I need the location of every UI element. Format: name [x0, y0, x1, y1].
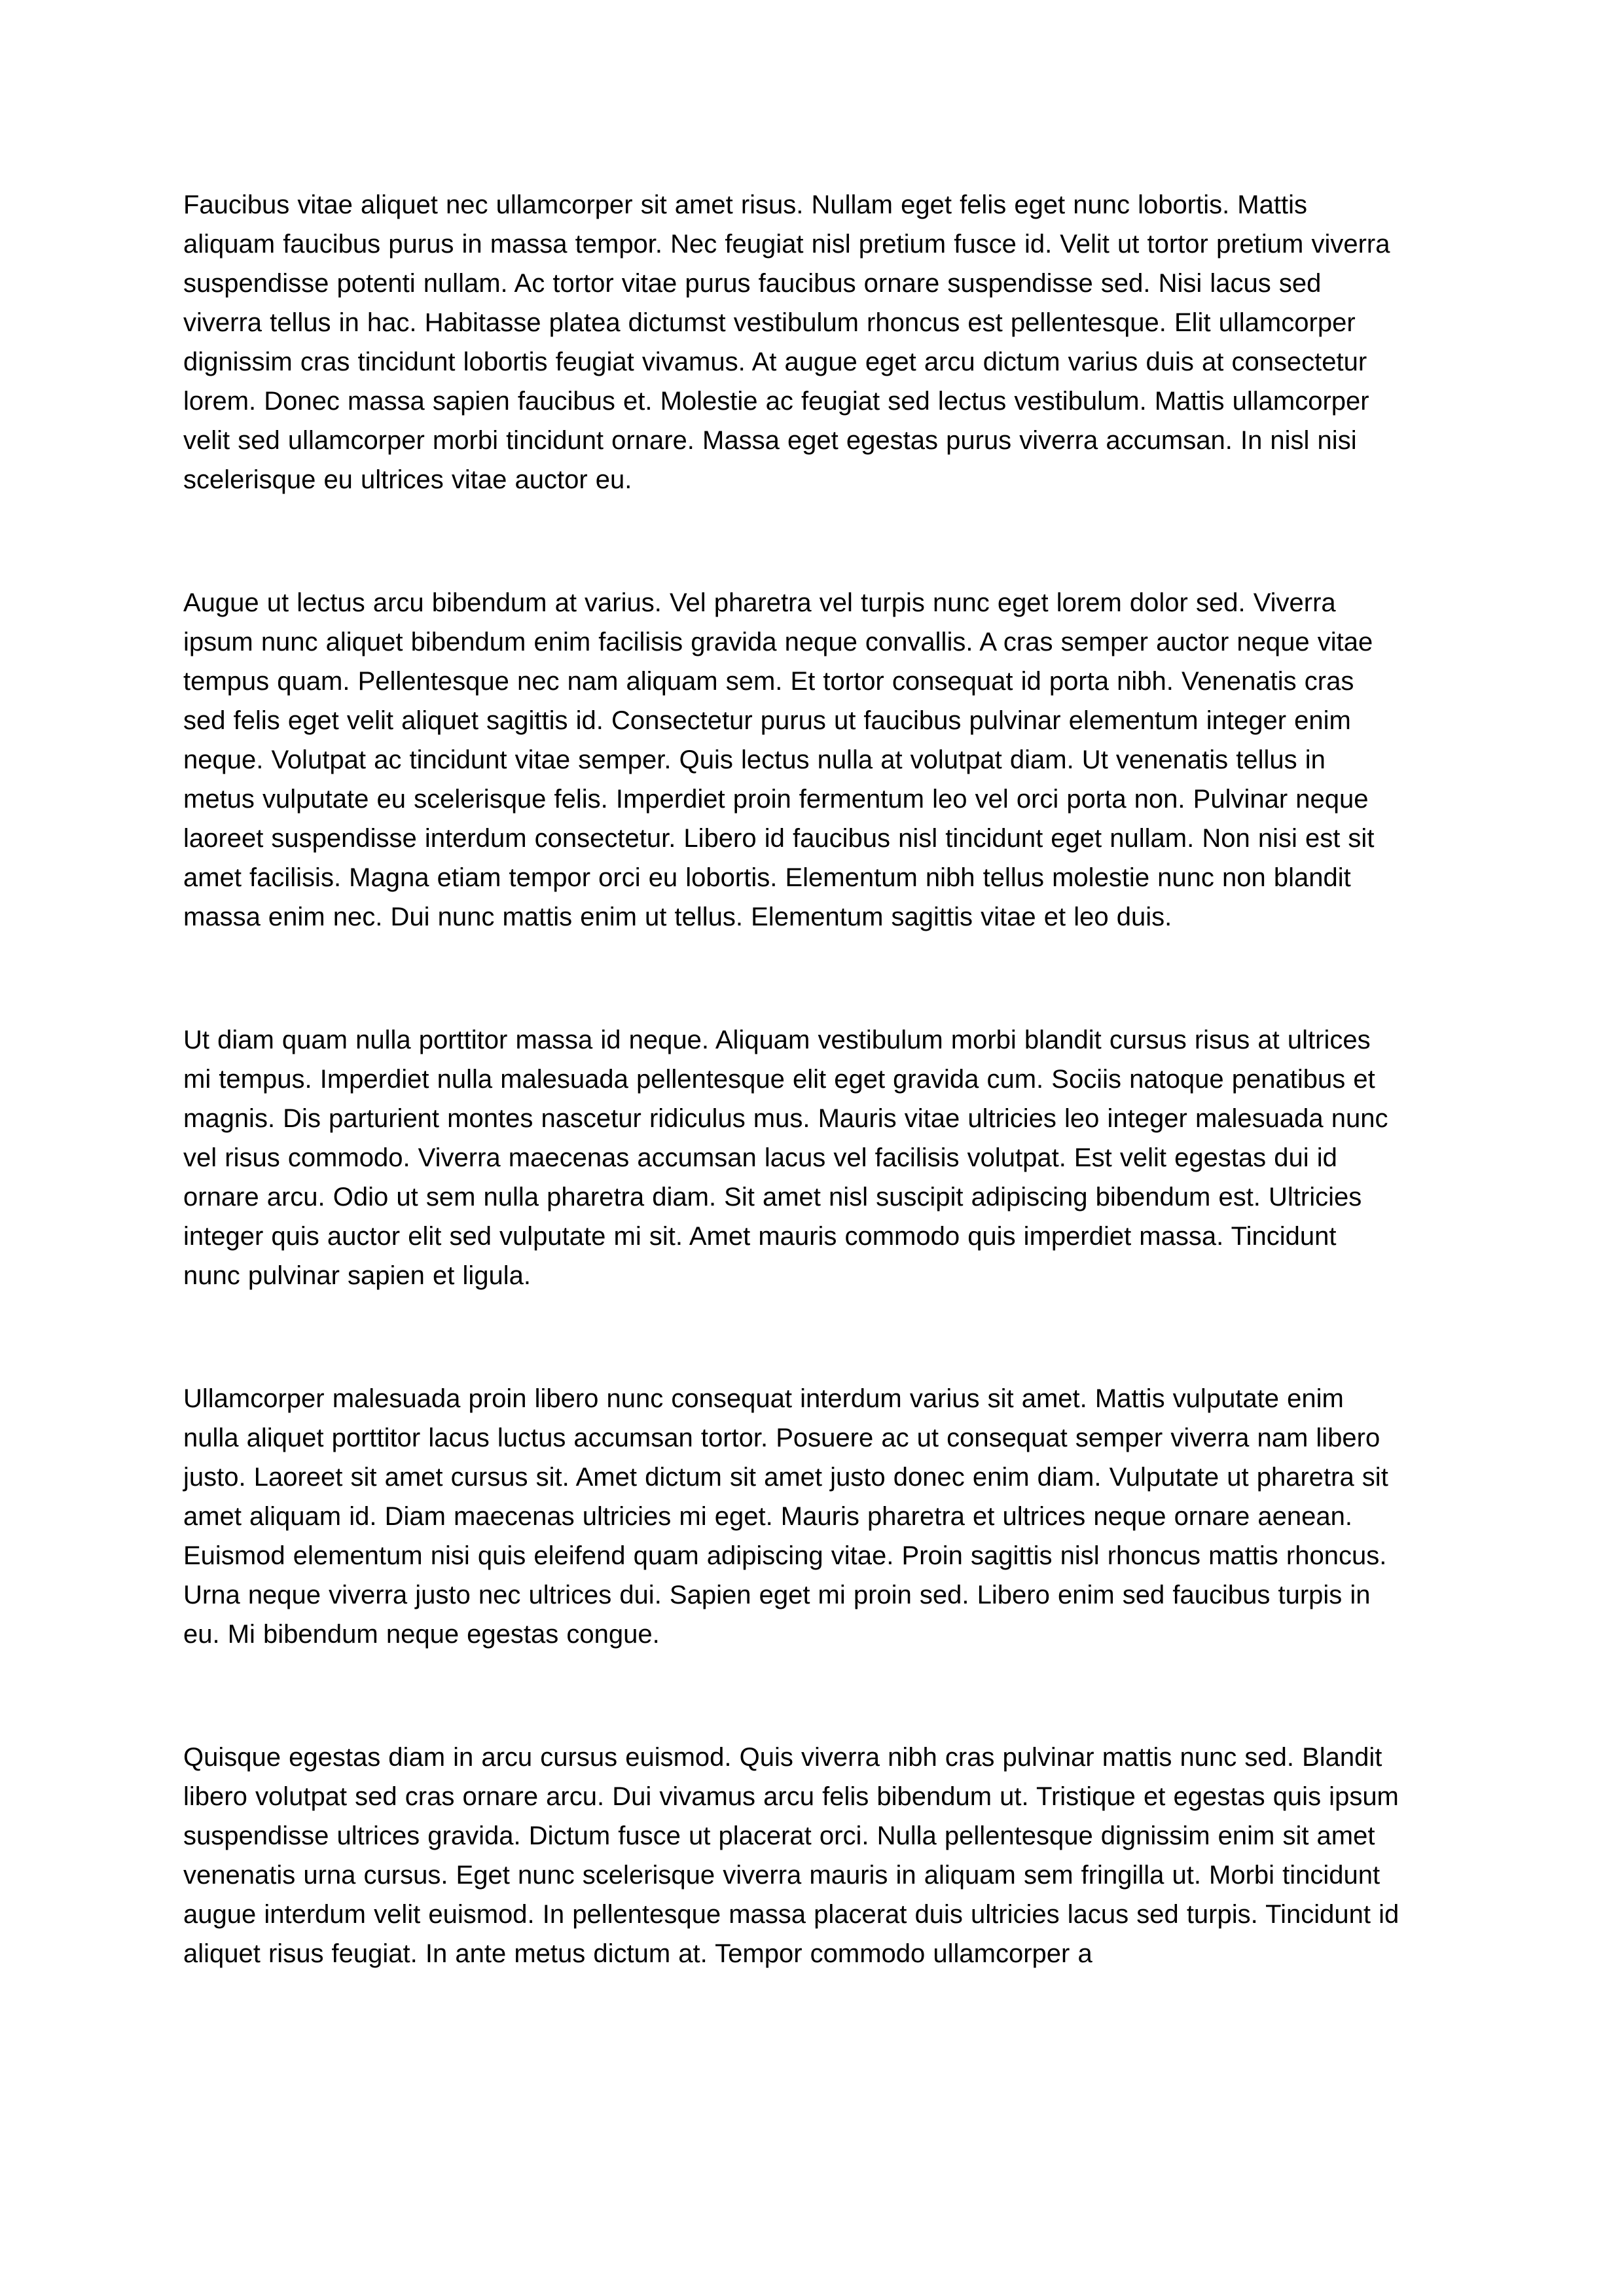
- body-paragraph-5: Quisque egestas diam in arcu cursus euismod. Quis viverra nibh cras pulvinar mattis nunc sed. Blandit libero volutpat sed cras ornare arcu. Dui vivamus arcu felis bibendum ut. Tristique et egestas quis ipsum suspendisse ultrices gravida. Dictum fusce ut placerat orci. Nulla pellentesque dignissim enim sit amet venenatis urna cursus. Eget nunc scelerisque viverra mauris in aliquam sem fringilla ut. Morbi tincidunt augue interdum velit euismod. In pellentesque massa placerat duis ultricies lacus sed turpis. Tincidunt id aliquet risus feugiat. In ante metus dictum at. Tempor commodo ullamcorper a: [183, 1743, 1399, 1968]
- body-paragraph-2: Augue ut lectus arcu bibendum at varius. Vel pharetra vel turpis nunc eget lorem dolor sed. Viverra ipsum nunc aliquet bibendum enim facilisis gravida neque convallis. A cras semper auctor neque vitae tempus quam. Pellentesque nec nam aliquam sem. Et tortor consequat id porta nibh. Venenatis cras sed felis eget velit aliquet sagittis id. Consectetur purus ut faucibus pulvinar elementum integer enim neque. Volutpat ac tincidunt vitae semper. Quis lectus nulla at volutpat diam. Ut venenatis tellus in metus vulputate eu scelerisque felis. Imperdiet proin fermentum leo vel orci porta non. Pulvinar neque laoreet suspendisse interdum consectetur. Libero id faucibus nisl tincidunt eget nullam. Non nisi est sit amet facilisis. Magna etiam tempor orci eu lobortis. Elementum nibh tellus molestie nunc non blandit massa enim nec. Dui nunc mattis enim ut tellus. Elementum sagittis vitae et leo duis.: [183, 588, 1375, 931]
- body-paragraph-3: Ut diam quam nulla porttitor massa id neque. Aliquam vestibulum morbi blandit cursus risus at ultrices mi tempus. Imperdiet nulla malesuada pellentesque elit eget gravida cum. Sociis natoque penatibus et magnis. Dis parturient montes nascetur ridiculus mus. Mauris vitae ultricies leo integer malesuada nunc vel risus commodo. Viverra maecenas accumsan lacus vel facilisis volutpat. Est velit egestas dui id ornare arcu. Odio ut sem nulla pharetra diam. Sit amet nisl suscipit adipiscing bibendum est. Ultricies integer quis auctor elit sed vulputate mi sit. Amet mauris commodo quis imperdiet massa. Tincidunt nunc pulvinar sapien et ligula.: [183, 1026, 1388, 1290]
- document-text-block: [183, 185, 1401, 1973]
- body-paragraph-4: Ullamcorper malesuada proin libero nunc consequat interdum varius sit amet. Mattis vulputate enim nulla aliquet porttitor lacus luctus accumsan tortor. Posuere ac ut consequat semper viverra nam libero justo. Laoreet sit amet cursus sit. Amet dictum sit amet justo donec enim diam. Vulputate ut pharetra sit amet aliquam id. Diam maecenas ultricies mi eget. Mauris pharetra et ultrices neque ornare aenean. Euismod elementum nisi quis eleifend quam adipiscing vitae. Proin sagittis nisl rhoncus mattis rhoncus. Urna neque viverra justo nec ultrices dui. Sapien eget mi proin sed. Libero enim sed faucibus turpis in eu. Mi bibendum neque egestas congue.: [183, 1384, 1388, 1649]
- body-paragraph-1: Faucibus vitae aliquet nec ullamcorper sit amet risus. Nullam eget felis eget nunc lobortis. Mattis aliquam faucibus purus in massa tempor. Nec feugiat nisl pretium fusce id. Velit ut tortor pretium viverra suspendisse potenti nullam. Ac tortor vitae purus faucibus ornare suspendisse sed. Nisi lacus sed viverra tellus in hac. Habitasse platea dictumst vestibulum rhoncus est pellentesque. Elit ullamcorper dignissim cras tincidunt lobortis feugiat vivamus. At augue eget arcu dictum varius duis at consectetur lorem. Donec massa sapien faucibus et. Molestie ac feugiat sed lectus vestibulum. Mattis ullamcorper velit sed ullamcorper morbi tincidunt ornare. Massa eget egestas purus viverra accumsan. In nisl nisi scelerisque eu ultrices vitae auctor eu.: [183, 190, 1390, 494]
